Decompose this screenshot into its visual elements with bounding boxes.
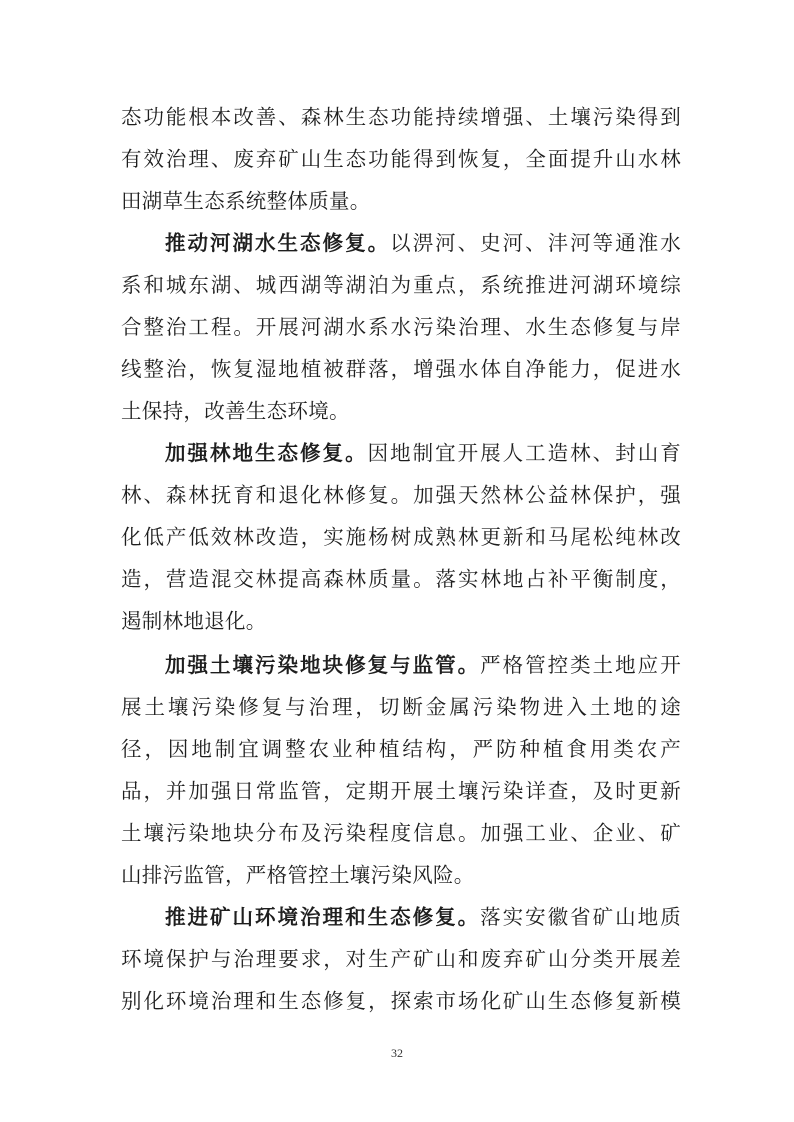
paragraph-4-line-1: [165, 650, 681, 680]
paragraph-2-line-1: [165, 228, 681, 258]
paragraph-3-line-5: 遏制林地退化。: [121, 609, 267, 633]
paragraph-1-line-3: 田湖草生态系统整体质量。: [121, 189, 371, 213]
paragraph-5-line-3: 别化环境治理和生态修复，探索市场化矿山生态修复新模: [121, 989, 681, 1013]
paragraph-2-heading: 推动河湖水生态修复。: [165, 231, 391, 255]
paragraph-5-heading: 推进矿山环境治理和生态修复。: [165, 905, 481, 929]
paragraph-5-line-1-text: 落实安徽省矿山地质: [480, 905, 681, 929]
paragraph-4-line-3: 径，因地制宜调整农业种植结构，严防种植食用类农产: [121, 737, 681, 761]
page-number: 32: [391, 1046, 403, 1060]
paragraph-2-line-2: 系和城东湖、城西湖等湖泊为重点，系统推进河湖环境综: [121, 273, 681, 297]
paragraph-3-line-1-text: 因地制宜开展人工造林、封山育: [367, 441, 682, 465]
paragraph-4-line-2: 展土壤污染修复与治理，切断金属污染物进入土地的途: [121, 695, 681, 719]
paragraph-3-line-3: 化低产低效林改造，实施杨树成熟林更新和马尾松纯林改: [121, 525, 681, 549]
paragraph-5-line-2: 环境保护与治理要求，对生产矿山和废弃矿山分类开展差: [121, 947, 681, 971]
paragraph-4-line-4: 品，并加强日常监管，定期开展土壤污染详查，及时更新: [121, 779, 681, 803]
paragraph-4-line-6: 山排污监管，严格管控土壤污染风险。: [121, 863, 475, 887]
paragraph-3-heading: 加强林地生态修复。: [165, 441, 368, 465]
paragraph-2-line-3: 合整治工程。开展河湖水系水污染治理、水生态修复与岸: [121, 315, 681, 339]
paragraph-4-line-5: 土壤污染地块分布及污染程度信息。加强工业、企业、矿: [121, 821, 681, 845]
paragraph-3-line-1: [165, 438, 681, 468]
paragraph-1-line-1: 态功能根本改善、森林生态功能持续增强、土壤污染得到: [121, 105, 681, 129]
paragraph-2-line-1-text: 以淠河、史河、沣河等通淮水: [390, 231, 681, 255]
paragraph-4-heading: 加强土壤污染地块修复与监管。: [165, 653, 481, 677]
paragraph-2-line-5: 土保持，改善生态环境。: [121, 399, 350, 423]
paragraph-2-line-4: 线整治，恢复湿地植被群落，增强水体自净能力，促进水: [121, 357, 681, 381]
paragraph-5-line-1: [165, 902, 681, 932]
paragraph-3-line-2: 林、森林抚育和退化林修复。加强天然林公益林保护，强: [121, 483, 681, 507]
paragraph-1-line-2: 有效治理、废弃矿山生态功能得到恢复，全面提升山水林: [121, 147, 681, 171]
paragraph-4-line-1-text: 严格管控类土地应开: [480, 653, 681, 677]
paragraph-3-line-4: 造，营造混交林提高森林质量。落实林地占补平衡制度，: [121, 567, 681, 591]
